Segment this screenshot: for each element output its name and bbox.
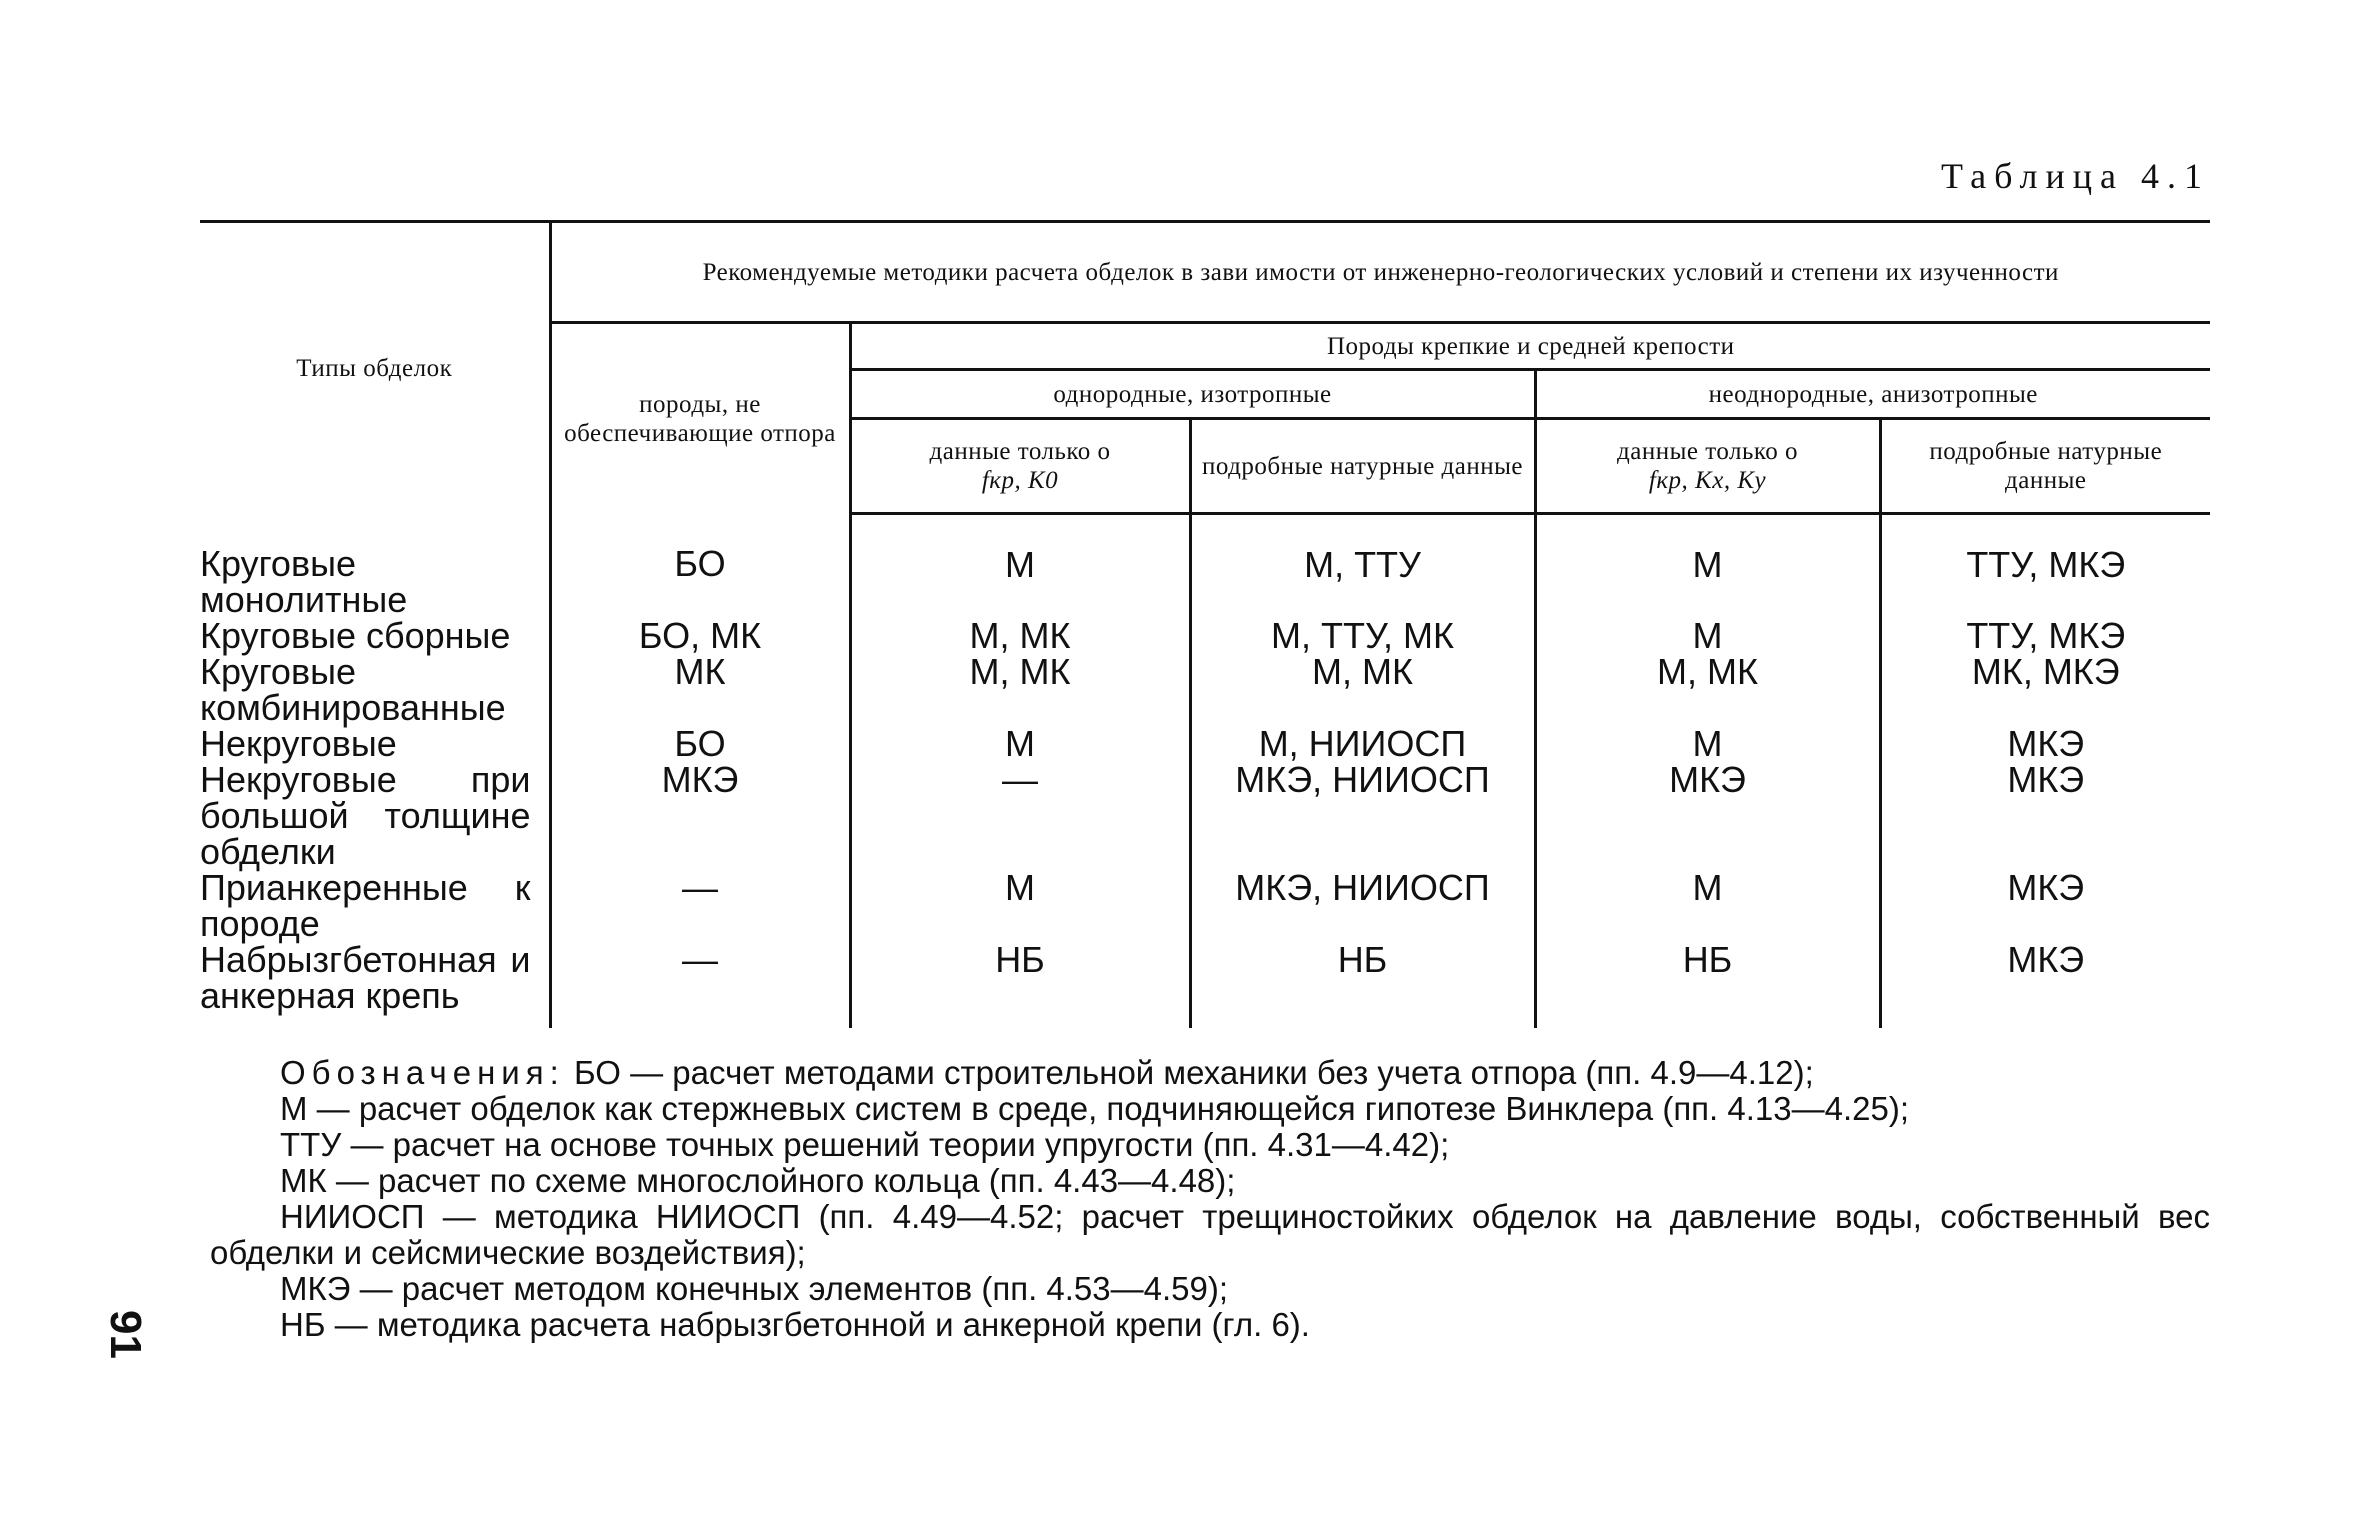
methods-table (200, 220, 2210, 1028)
header-types: Типы обделок (200, 222, 550, 514)
no-resistance-cell: БО (550, 726, 850, 762)
type-cell: Прианкеренные к породе (200, 866, 531, 944)
hom-detailed-cell: МКЭ, НИИОСП (1190, 762, 1535, 870)
header-strong-rocks: Породы крепкие и средней крепости (850, 323, 2210, 370)
het-only-cell: НБ (1535, 942, 1880, 1028)
header-hom-detailed: подробные натурные данные (1190, 419, 1535, 514)
type-cell: Набрызгбетонная и анкерная крепь (200, 938, 531, 1016)
no-resistance-cell: — (550, 942, 850, 1028)
table-row (200, 726, 2210, 762)
hom-only-cell: М (850, 514, 1190, 618)
page-number: 91 (101, 1310, 150, 1359)
het-detailed-cell: МКЭ (1880, 762, 2210, 870)
het-only-cell: М (1535, 618, 1880, 654)
legend-note (210, 1055, 2210, 1091)
header-het-only-symbols: fкр, Kx, Ky (1648, 467, 1767, 494)
no-resistance-cell: — (550, 870, 850, 942)
type-cell: Некруговые при большой толщине обделки (200, 758, 531, 872)
hom-detailed-cell: МКЭ, НИИОСП (1190, 870, 1535, 942)
legend-notes (210, 1055, 2210, 1343)
header-homogeneous: однородные, изотропные (850, 370, 1535, 419)
het-detailed-cell: МКЭ (1880, 726, 2210, 762)
type-cell: Некруговые (200, 722, 397, 764)
het-only-cell: М (1535, 870, 1880, 942)
het-only-cell: М (1535, 514, 1880, 618)
table-row (200, 870, 2210, 942)
het-detailed-cell: ТТУ, МКЭ (1880, 618, 2210, 654)
table-row (200, 618, 2210, 654)
table-row (200, 514, 2210, 618)
hom-only-cell: М, МК (850, 618, 1190, 654)
hom-detailed-cell: М, МК (1190, 654, 1535, 726)
het-only-cell: МКЭ (1535, 762, 1880, 870)
legend-note: НИИОСП — методика НИИОСП (пп. 4.49—4.52; расчет трещиностойких обделок на давление воды, собственный вес обделки и сейсмические воздействия); (210, 1198, 2210, 1271)
table-caption: Таблица 4.1 (1941, 156, 2210, 196)
table-row (200, 942, 2210, 1028)
hom-detailed-cell: М, НИИОСП (1190, 726, 1535, 762)
header-heterogeneous: неоднородные, анизотропные (1535, 370, 2210, 419)
header-het-only-prefix: данные только о (1617, 438, 1798, 465)
het-detailed-cell: МКЭ (1880, 870, 2210, 942)
table-row (200, 762, 2210, 870)
hom-detailed-cell: НБ (1190, 942, 1535, 1028)
no-resistance-cell: БО, МК (550, 618, 850, 654)
type-cell: Круговые комбинированные (200, 650, 506, 728)
het-only-cell: М, МК (1535, 654, 1880, 726)
legend-note: М — расчет обделок как стержневых систем в среде, подчиняющейся гипотезе Винклера (пп. 4.13—4.25); (280, 1090, 1910, 1127)
no-resistance-cell: БО (550, 514, 850, 618)
header-hom-only-symbols: fкр, K0 (981, 467, 1059, 494)
hom-only-cell: — (850, 762, 1190, 870)
header-recommended: Рекомендуемые методики расчета обделок в зави имости от инженерно-геологических условий и степени их изученности (550, 222, 2210, 323)
table-row (200, 654, 2210, 726)
het-only-cell: М (1535, 726, 1880, 762)
legend-note: МКЭ — расчет методом конечных элементов (пп. 4.53—4.59); (280, 1270, 1229, 1307)
hom-detailed-cell: М, ТТУ (1190, 514, 1535, 618)
hom-detailed-cell: М, ТТУ, МК (1190, 618, 1535, 654)
legend-note: НБ — методика расчета набрызгбетонной и анкерной крепи (гл. 6). (280, 1306, 1310, 1343)
header-hom-only-data (850, 419, 1190, 514)
hom-only-cell: НБ (850, 942, 1190, 1028)
header-no-resistance: породы, не обеспечивающие отпора (550, 323, 850, 514)
hom-only-cell: М (850, 870, 1190, 942)
no-resistance-cell: МК (550, 654, 850, 726)
het-detailed-cell: МК, МКЭ (1880, 654, 2210, 726)
header-hom-only-prefix: данные только о (929, 438, 1111, 465)
header-het-detailed: подробные натурные данные (1880, 419, 2210, 514)
legend-note: ТТУ — расчет на основе точных решений теории упругости (пп. 4.31—4.42); (280, 1126, 1450, 1163)
no-resistance-cell: МКЭ (550, 762, 850, 870)
header-het-only-data (1535, 419, 1880, 514)
hom-only-cell: М, МК (850, 654, 1190, 726)
legend-note: МК — расчет по схеме многослойного кольца (пп. 4.43—4.48); (280, 1162, 1236, 1199)
het-detailed-cell: ТТУ, МКЭ (1880, 514, 2210, 618)
type-cell: Круговые сборные (200, 614, 511, 656)
het-detailed-cell: МКЭ (1880, 942, 2210, 1028)
hom-only-cell: М (850, 726, 1190, 762)
type-cell: Круговые монолитные (200, 542, 408, 620)
legend-lead: Обозначения: (280, 1054, 565, 1091)
legend-item: БО — расчет методами строительной механики без учета отпора (пп. 4.9—4.12); (573, 1054, 1814, 1091)
